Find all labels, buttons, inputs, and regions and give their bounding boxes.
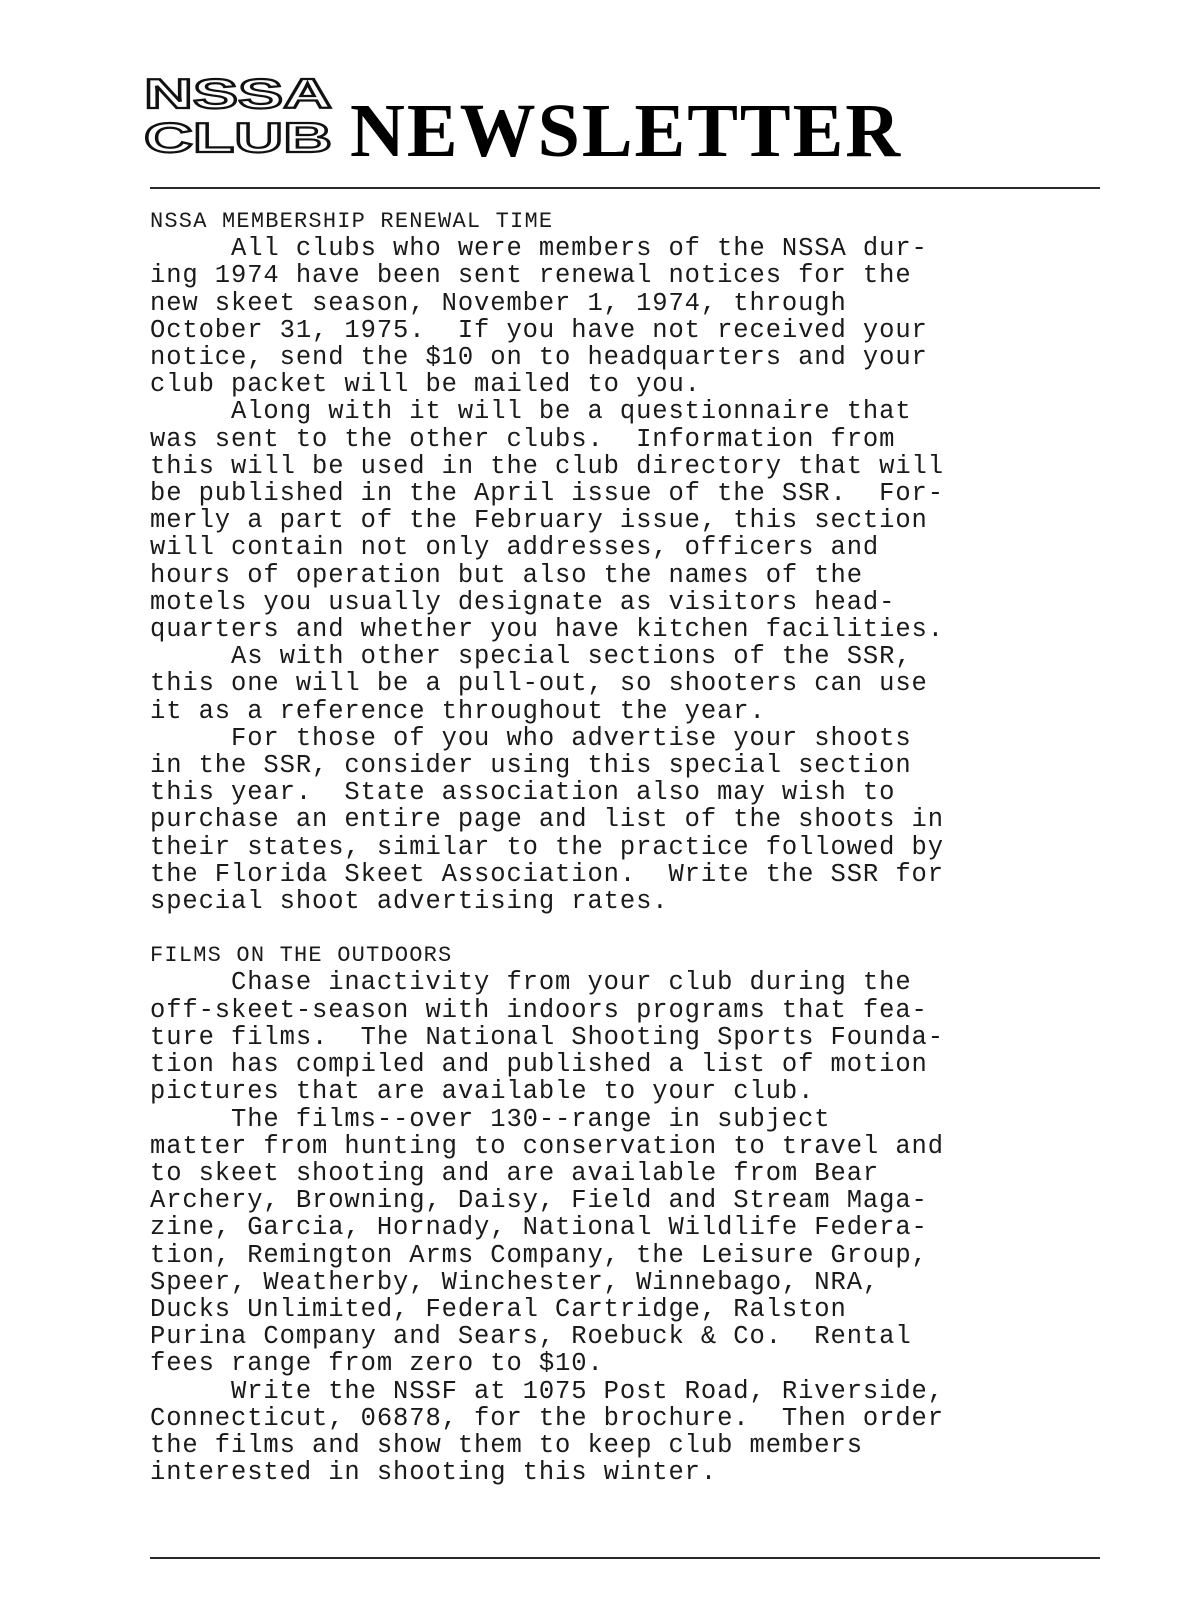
- text-line: For those of you who advertise your shoots: [150, 723, 912, 753]
- text-line: Purina Company and Sears, Roebuck & Co. Rental: [150, 1322, 912, 1352]
- text-line: tion has compiled and published a list of motion: [150, 1050, 928, 1080]
- logo-line-1: NSSA: [144, 70, 332, 117]
- text-line: Connecticut, 06878, for the brochure. Then order: [150, 1403, 944, 1433]
- text-line: club packet will be mailed to you.: [150, 370, 701, 400]
- text-line: be published in the April issue of the SSR. For-: [150, 479, 944, 509]
- newsletter-title: NEWSLETTER: [350, 89, 903, 173]
- text-line: this will be used in the club directory that will: [150, 451, 944, 481]
- text-line: off-skeet-season with indoors programs that fea-: [150, 995, 928, 1025]
- text-line: the films and show them to keep club members: [150, 1430, 863, 1460]
- text-line: ture films. The National Shooting Sports Founda-: [150, 1022, 944, 1052]
- text-line: fees range from zero to $10.: [150, 1349, 604, 1379]
- text-line: All clubs who were members of the NSSA dur-: [150, 234, 928, 264]
- text-line: interested in shooting this winter.: [150, 1458, 718, 1488]
- logo-line-2: CLUB: [144, 114, 332, 160]
- masthead: [140, 58, 1100, 188]
- text-line: zine, Garcia, Hornady, National Wildlife Federa-: [150, 1213, 928, 1243]
- text-line: As with other special sections of the SSR,: [150, 642, 912, 672]
- section-membership-renewal: [150, 208, 1110, 915]
- text-line: this year. State association also may wish to: [150, 778, 896, 808]
- text-line: Archery, Browning, Daisy, Field and Stream Maga-: [150, 1186, 928, 1216]
- text-line: the Florida Skeet Association. Write the SSR for: [150, 859, 944, 889]
- text-line: hours of operation but also the names of the: [150, 560, 863, 590]
- text-line: motels you usually designate as visitors head-: [150, 587, 896, 617]
- text-line: their states, similar to the practice followed by: [150, 832, 944, 862]
- text-line: Along with it will be a questionnaire that: [150, 397, 912, 427]
- text-line: matter from hunting to conservation to travel and: [150, 1131, 944, 1161]
- bottom-divider: [150, 1557, 1100, 1559]
- text-line: special shoot advertising rates.: [150, 887, 669, 917]
- text-line: will contain not only addresses, officers and: [150, 533, 880, 563]
- text-line: this one will be a pull-out, so shooters can use: [150, 669, 928, 699]
- text-line: purchase an entire page and list of the shoots in: [150, 805, 944, 835]
- text-line: to skeet shooting and are available from Bear: [150, 1158, 880, 1188]
- text-line: tion, Remington Arms Company, the Leisure Group,: [150, 1240, 928, 1270]
- text-line: Write the NSSF at 1075 Post Road, Riverside,: [150, 1376, 944, 1406]
- text-line: was sent to the other clubs. Information from: [150, 424, 896, 454]
- text-line: new skeet season, November 1, 1974, through: [150, 288, 847, 318]
- text-line: Ducks Unlimited, Federal Cartridge, Ralston: [150, 1294, 847, 1324]
- section-heading: FILMS ON THE OUTDOORS: [150, 943, 453, 969]
- section-text: [150, 235, 1110, 915]
- text-line: Speer, Weatherby, Winchester, Winnebago, NRA,: [150, 1267, 880, 1297]
- top-divider: [150, 187, 1100, 189]
- text-line: October 31, 1975. If you have not received your: [150, 315, 928, 345]
- text-line: it as a reference throughout the year.: [150, 696, 766, 726]
- section-films-outdoors: [150, 942, 1110, 1486]
- text-line: ing 1974 have been sent renewal notices for the: [150, 261, 912, 291]
- text-line: notice, send the $10 on to headquarters and your: [150, 343, 928, 373]
- section-heading: NSSA MEMBERSHIP RENEWAL TIME: [150, 209, 554, 234]
- text-line: Chase inactivity from your club during the: [150, 968, 912, 998]
- text-line: merly a part of the February issue, this section: [150, 506, 928, 536]
- text-line: in the SSR, consider using this special section: [150, 751, 912, 781]
- text-line: pictures that are available to your club.: [150, 1077, 815, 1107]
- text-line: quarters and whether you have kitchen facilities.: [150, 615, 944, 645]
- section-text: [150, 969, 1110, 1486]
- newsletter-body: [150, 208, 1110, 1486]
- nssa-club-logo: [140, 68, 340, 160]
- text-line: The films--over 130--range in subject: [150, 1104, 831, 1134]
